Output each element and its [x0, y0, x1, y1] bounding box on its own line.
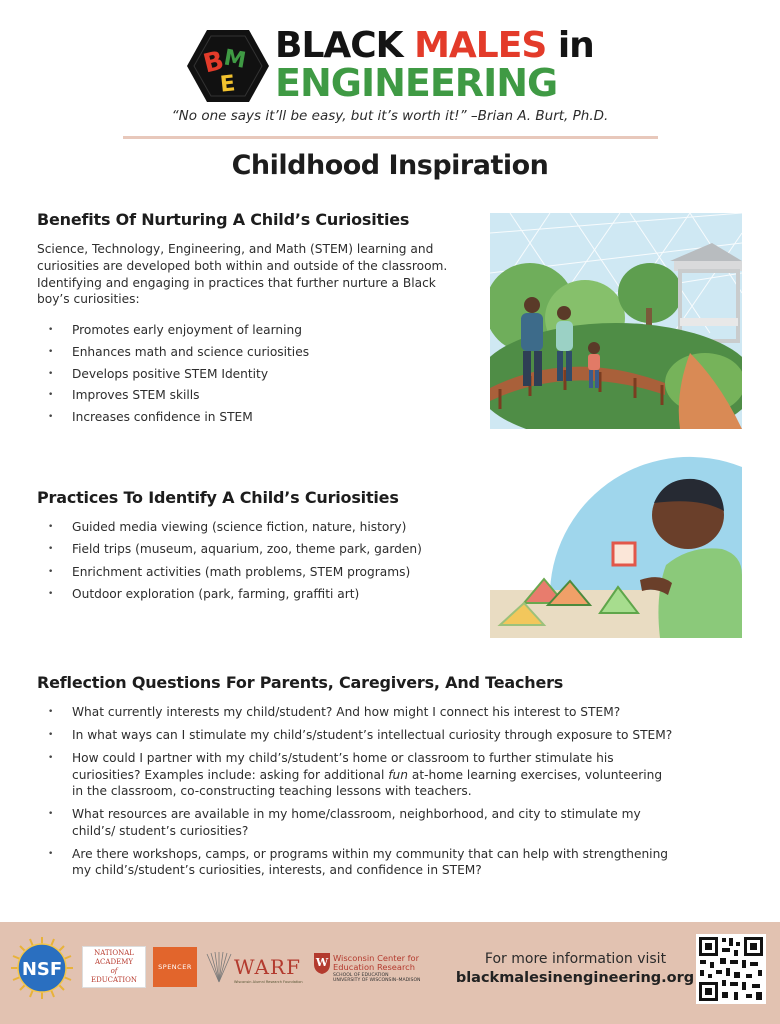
list-item: • Promotes early enjoyment of learning — [37, 322, 457, 339]
list-item: • Increases confidence in STEM — [37, 409, 457, 426]
list-item: • Develops positive STEM Identity — [37, 366, 457, 383]
list-item-text: at-home learning exercises, volunteering in the classroom, co-constructing teaching lessons with teachers. — [72, 767, 663, 798]
list-item: • Field trips (museum, aquarium, zoo, theme park, garden) — [37, 541, 457, 558]
list-item — [37, 750, 677, 800]
svg-text:B: B — [200, 45, 227, 80]
list-item: • In what ways can I stimulate my child’s/student’s intellectual curiosity through exposure to STEM? — [37, 727, 677, 744]
nae-line: of — [110, 967, 118, 975]
section1-heading: Benefits Of Nurturing A Child’s Curiosities — [37, 210, 410, 229]
svg-text:M: M — [221, 45, 248, 74]
spencer-logo: SPENCER — [153, 947, 197, 987]
list-item: • Guided media viewing (science fiction, nature, history) — [37, 519, 457, 536]
list-item: • Are there workshops, camps, or programs within my community that can help with strengthening my child’s/student’s curiosities, interests, and confidence in STEM? — [37, 846, 677, 879]
section2-list — [37, 519, 457, 608]
warf-fan-icon — [205, 950, 233, 984]
wcer-small-line: SCHOOL OF EDUCATION — [333, 972, 389, 978]
warf-logo-text: WARF — [234, 955, 301, 979]
list-item-emphasis: fun — [388, 767, 408, 782]
nae-line: NATIONAL — [94, 949, 134, 957]
nsf-logo-icon — [10, 936, 74, 1000]
wcer-logo — [333, 954, 443, 984]
brand-name-line2: ENGINEERING — [275, 61, 558, 105]
family-park-illustration — [490, 213, 742, 429]
section1-paragraph: Science, Technology, Engineering, and Math (STEM) learning and curiosities are developed both within and outside of the classroom. Identifying and engaging in practices that further nurture a Black boy’s curiosities: — [37, 242, 448, 307]
nae-line: EDUCATION — [91, 976, 137, 984]
brand-black-text: BLACK — [275, 25, 403, 66]
uw-crest-icon — [313, 951, 331, 975]
list-item: • Enrichment activities (math problems, STEM programs) — [37, 564, 457, 581]
header-quote: “No one says it’ll be easy, but it’s worth it!” –Brian A. Burt, Ph.D. — [171, 108, 609, 124]
website-link[interactable]: blackmalesinengineering.org — [455, 970, 695, 986]
brand-males-text: MALES — [414, 25, 547, 66]
list-item: • What currently interests my child/student? And how might I connect his interest to STEM? — [37, 704, 677, 721]
page-title: Childhood Inspiration — [231, 150, 549, 181]
bme-logo-icon — [186, 27, 270, 105]
section1-list — [37, 322, 457, 431]
svg-text:E: E — [218, 71, 237, 98]
nae-logo — [82, 946, 146, 988]
brand-name-line1 — [275, 25, 594, 66]
list-item: • Enhances math and science curiosities — [37, 344, 457, 361]
section3-heading: Reflection Questions For Parents, Caregivers, And Teachers — [37, 673, 564, 692]
header-divider — [123, 136, 658, 139]
list-item-text: How could I partner with my child’s/student’s home or classroom to further stimulate his curiosities? Examples include: asking for additional — [72, 751, 614, 782]
nae-line: ACADEMY — [95, 958, 133, 966]
list-item: • What resources are available in my home/classroom, neighborhood, and city to stimulate my child’s/ student’s curiosities? — [37, 806, 677, 839]
wcer-small-line: UNIVERSITY OF WISCONSIN–MADISON — [333, 978, 421, 984]
section3-list — [37, 704, 677, 885]
more-info-text: For more information visit — [484, 951, 667, 967]
nsf-text: NSF — [21, 959, 63, 980]
warf-subtext: Wisconsin Alumni Research Foundation — [234, 980, 303, 984]
qr-code-icon[interactable] — [696, 934, 766, 1004]
brand-in-text: in — [557, 25, 594, 66]
wcer-line: Education Research — [333, 962, 416, 973]
list-item: • Improves STEM skills — [37, 387, 457, 404]
section2-heading: Practices To Identify A Child’s Curiosities — [37, 488, 399, 507]
wcer-line: Wisconsin Center for — [333, 953, 420, 963]
svg-text:W: W — [315, 956, 329, 969]
list-item: • Outdoor exploration (park, farming, graffiti art) — [37, 586, 457, 603]
child-building-shapes-illustration — [490, 455, 742, 638]
